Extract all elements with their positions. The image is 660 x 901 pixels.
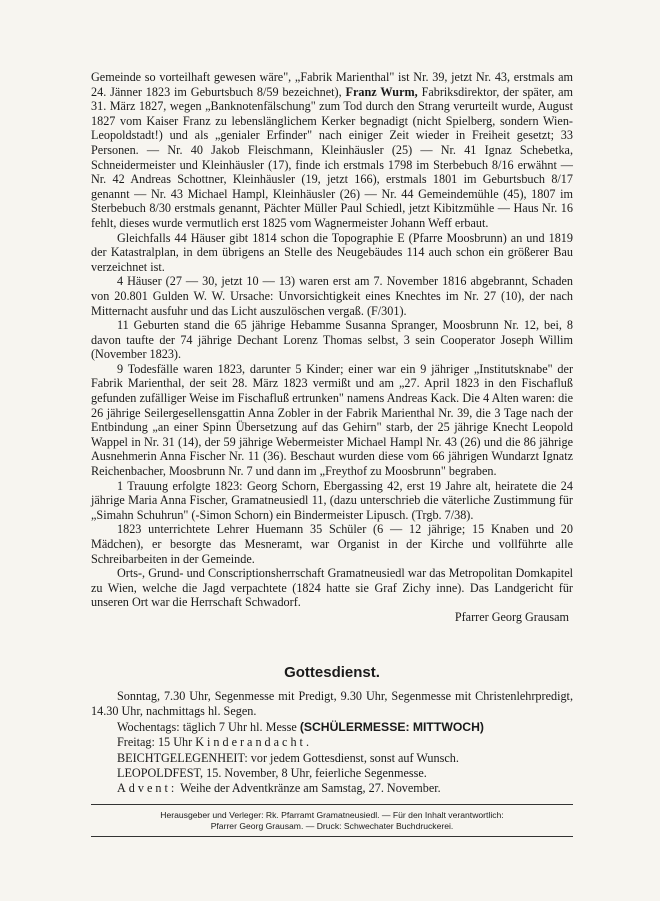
paragraph-lordship: Orts-, Grund- und Conscriptionsherrschaft Gramatneusiedl war das Metropolitan Domkapitel zu Wien, welche die Jagd verpachtete (1824 hatte sie Graf Zichy inne). Das Landgericht für unseren Ort war die Herrschaft Schwadorf.: [91, 566, 573, 610]
leopold-line: LEOPOLDFEST, 15. November, 8 Uhr, feierliche Segenmesse.: [117, 766, 427, 781]
sunday-line: Sonntag, 7.30 Uhr, Segenmesse mit Predigt, 9.30 Uhr, Segenmesse mit Christenlehrpredigt, 14.30 Uhr, nachmittags hl. Segen.: [91, 689, 573, 719]
signature: Pfarrer Georg Grausam: [454, 609, 569, 624]
paragraph-text: Fabriksdirektor, der später, am 31. März 1827, wegen „Banknotenfälschung" zum Tod durch den Strang verurteilt wurde, August 1827 vom Kaiser Franz zu lebenslänglichem Kerker begnadigt (nicht Spielberg, sondern Wien-Leopoldstadt!) und als „genialer Erfinder" nach einiger Zeit wieder in Freiheit gesetzt; 33 Personen. — Nr. 40 Jakob Fleischmann, Kleinhäusler (25) — Nr. 41 Ignaz Schebetka, Schneidermeister und Kleinhäusler (17), finde ich erstmals 1798 im Sterbebuch 8/16 erwähnt — Nr. 42 Andreas Schottner, Kleinhäusler (19, jetzt 166), erstmals 1801 im Geburtsbuch 8/17 genannt — Nr. 43 Michael Hampl, Kleinhäusler (26) — Nr. 44 Gemeindemühle (45), 1807 im Sterbebuch 8/30 erstmals genannt, Pächter Müller Paul Schiedl, jetzt Kibitzmühle — Haus Nr. 16 fehlt, dieses wurde vermutlich erst 1825 vom Wagnermeister Johann Weff erbaut.: [91, 84, 574, 230]
paragraph-school: 1823 unterrichtete Lehrer Huemann 35 Schüler (6 — 12 jährige; 15 Knaben und 20 Mädchen), er besorgte das Mesneramt, war Organist in der Kirche und vollführte alle Schreibarbeiten in der Gemeinde.: [91, 522, 573, 566]
article-body: [91, 70, 573, 625]
footer-divider-top: [91, 804, 573, 805]
friday-spaced-text: Kinderandacht.: [195, 735, 312, 750]
paragraph-births: 11 Geburten stand die 65 jährige Hebamme Susanna Spranger, Moosbrunn Nr. 12, bei, 8 davon taufte der 74 jährige Dechant Lorenz Thomas selbst, 3 sein Cooperator Joseph Willim (November 1823).: [91, 318, 573, 362]
footer-line-printer: Pfarrer Georg Grausam. — Druck: Schwechater Buchdruckerei.: [210, 821, 454, 831]
weekdays-line: [91, 720, 573, 735]
friday-line: [91, 735, 573, 750]
weekdays-text: Wochentags: täglich 7 Uhr hl. Messe: [117, 719, 297, 734]
service-schedule: [91, 689, 573, 797]
footer-line-publisher: Herausgeber und Verleger: Rk. Pfarramt Gramatneusiedl. — Für den Inhalt verantwortlich:: [160, 810, 504, 820]
paragraph-deaths: 9 Todesfälle waren 1823, darunter 5 Kinder; einer war ein 9 jähriger „Institutsknabe" der Fabrik Marienthal, der seit 28. März 1823 vermißt und am „27. April 1823 in den Fischafluß gefunden zufälliger Weise im Fischafluß ertrunken" namens Andreas Kack. Die 4 Alten waren: die 26 jährige Seilergesellensgattin Anna Zobler in der Fabrik Marienthal Nr. 39, die 3 Tage nach der Entbindung „an einer Spinn Übersetzung auf das Gehirn" starb, der 25 jährige Knecht Leopold Wappel in Nr. 31 (14), der 59 jährige Webermeister Michael Hampl Nr. 43 (26) und die 86 jährige Ausnehmerin Anna Fischer Nr. 11 (36). Beschaut wurden diese vom 66 jährigen Wundarzt Ignatz Reichenbacher, Moosbrunn Nr. 7 und dann im „Freythof zu Moosbrunn" begraben.: [91, 361, 573, 479]
weekdays-note: (SCHÜLERMESSE: MITTWOCH): [299, 719, 484, 734]
friday-text: Freitag: 15 Uhr: [117, 735, 193, 750]
advent-label: Advent:: [117, 781, 178, 796]
paragraph-topography: Gleichfalls 44 Häuser gibt 1814 schon die Topographie E (Pfarre Moosbrunn) an und 1819 der Katastralplan, in dem übrigens an Stelle des Neugebäudes 114 auch schon ein größerer Bau verzeichnet ist.: [91, 230, 573, 274]
paragraph-marriage: 1 Trauung erfolgte 1823: Georg Schorn, Ebergassing 42, erst 19 Jahre alt, heiratete die 24 jährige Maria Anna Fischer, Gramatneusiedl 11, (dazu unterschrieb die väterliche Zustimmung für „Simahn Schuhrun" (-Simon Schorn) ein Bindermeister Lipusch. (Trgb. 7/38).: [91, 478, 573, 522]
paragraph-text: Gemeinde so vorteilhaft gewesen wäre", „Fabrik Marienthal" ist Nr. 39, jetzt Nr. 43, erstmals am 24. Jänner 1823 im Geburtsbuch 8/59 bezeichnet),: [91, 70, 573, 99]
section-heading: Gottesdienst.: [284, 664, 380, 681]
paragraph-house-list: [91, 70, 573, 231]
advent-text: Weihe der Adventkränze am Samstag, 27. November.: [180, 781, 441, 796]
confession-line: BEICHTGELEGENHEIT: vor jedem Gottesdienst, sonst auf Wunsch.: [117, 750, 459, 765]
paragraph-fire: 4 Häuser (27 — 30, jetzt 10 — 13) waren erst am 7. November 1816 abgebrannt, Schaden von 20.801 Gulden W. W. Ursache: Unvorsichtigkeit eines Knechtes im Nr. 27 (10), der nach Mitternacht ausfuhr und das Licht auszulöschen vergaß. (F/301).: [91, 274, 573, 318]
footer-divider-bottom: [91, 836, 573, 837]
footer: [91, 810, 573, 832]
bold-name: Franz Wurm,: [345, 84, 418, 99]
advent-line: [91, 781, 573, 796]
